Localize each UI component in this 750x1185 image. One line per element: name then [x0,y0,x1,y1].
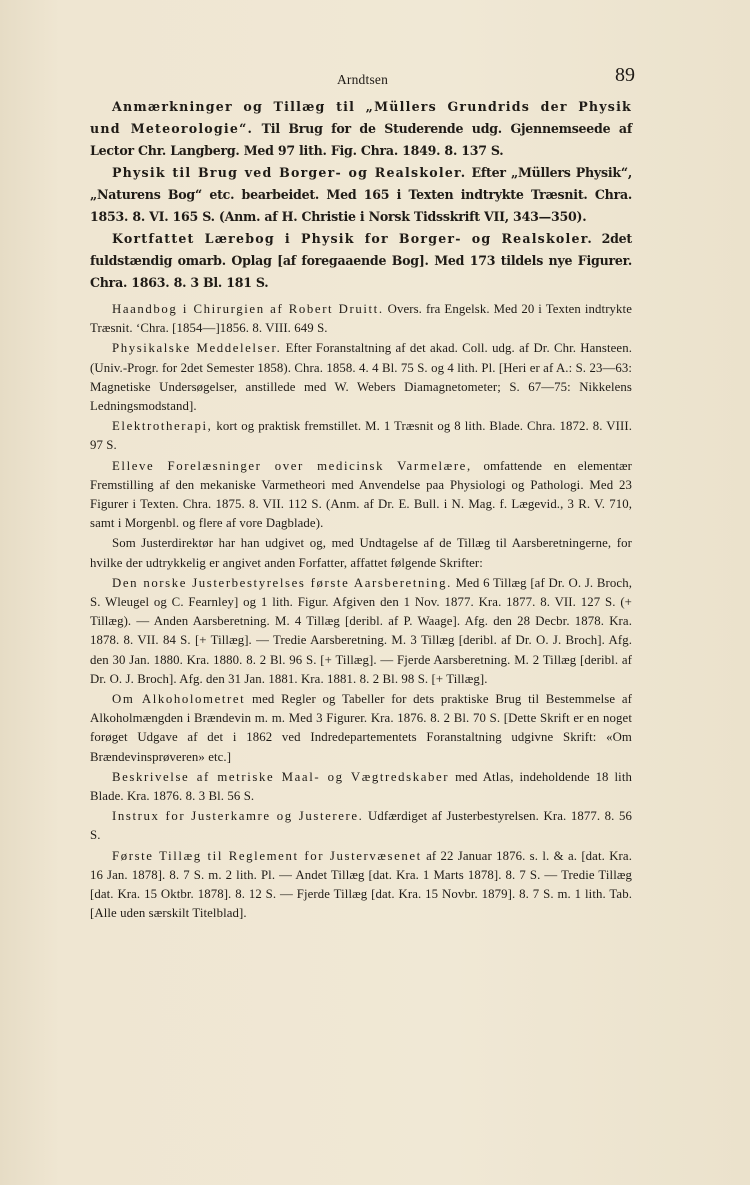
bibliography-entry [90,457,632,534]
entry-title: Haandbog i Chirurgien af Robert Druitt. [112,302,384,316]
bibliography-entry [90,847,632,924]
entry-title: Physik til Brug ved Borger- og Realskoler. [112,165,467,180]
bibliography-entry [90,690,632,767]
running-head: Arndtsen [336,72,389,87]
entry-title: Instrux for Justerkamre og Justerere. [112,809,364,824]
entry-text: af 22 Januar 1876. s. l. & a. [dat. Kra. 16 Jan. 1878]. 8. 7 S. m. 2 lith. Pl. — Andet Tillæg [dat. Kra. 1 Marts 1878]. 8. 7 S. — Tredie Tillæg [dat. Kra. 15 Oktbr. 1878]. 8. 12 S. — Fjerde Tillæg [dat. Kra. 15 Novbr. 1879]. 8. 7 S. m. 1 lith. Tab. [Alle uden særskilt Titelblad]. [90,848,632,921]
entry-text: Til Brug for de Studerende udg. Gjennemseede af Lector Chr. Langberg. Med 97 lith. Fig. Chra. 1849. 8. 137 S. [90,121,632,158]
entry-text: kort og praktisk fremstillet. M. 1 Træsnit og 8 lith. Blade. Chra. 1872. 8. VIII. 97 S. [90,419,632,453]
entry-title: Elektrotherapi, [112,419,213,434]
entry-text: Efter „Müllers Physik“, „Naturens Bog“ etc. bearbeidet. Med 165 i Texten indtrykte Træsnit. Chra. 1853. 8. VI. 165 S. (Anm. af H. Christie i Norsk Tidsskrift VII, 343—350). [90,165,632,224]
intro-paragraph [90,534,632,572]
bibliography-entry [90,96,632,162]
bibliography-entry [90,807,632,845]
entry-title: Beskrivelse af metriske Maal- og Vægtredskaber [112,769,450,784]
entry-title: Physikalske Meddelelser. [112,341,282,356]
entry-title: Den norske Justerbestyrelses første Aarsberetning. [112,575,452,590]
page-header [90,66,635,94]
entry-title: Kortfattet Lærebog i Physik for Borger- og Realskoler. [112,231,593,246]
entry-text: med Atlas, indeholdende 18 lith Blade. Kra. 1876. 8. 3 Bl. 56 S. [90,769,632,804]
bibliography-entry [90,574,632,689]
entry-title: Første Tillæg til Reglement for Justervæsenet [112,848,422,863]
page-number: 89 [615,64,635,86]
entry-text: med Regler og Tabeller for dets praktiske Brug til Bestemmelse af Alkoholmængden i Brændevin m. m. Med 3 Figurer. Kra. 1876. 8. 2 Bl. 70 S. [Dette Skrift er en noget forøget Udgave af det i 1862 ved Indredepartementets Foranstaltning udgivne Skrift: «Om Brændevinsprøveren» etc.] [90,692,632,764]
bibliography-entry [90,300,632,338]
entry-text: 2det fuldstændig omarb. Oplag [af foregaaende Bog]. Med 173 tildels nye Figurer. Chra. 1863. 8. 3 Bl. 181 S. [90,231,632,290]
entry-title: Anmærkninger og Tillæg til „Müllers Grundrids der Physik und Meteorologie“. [90,99,632,136]
bibliography-entry [90,162,632,228]
entry-text: Efter Foranstaltning af det akad. Coll. udg. af Dr. Chr. Hansteen. (Univ.-Progr. for 2det Semester 1858). Chra. 1858. 4. 4 Bl. 75 S. og 4 lith. Pl. [Heri er af A.: S. 23—63: Magnetiske Undersøgelser, anstillede med W. Webers Diamagnetometer; S. 67—75: Nikkelens Ledningsmodstand]. [90,341,632,414]
entry-title: Om Alkoholometret [112,692,246,707]
bibliography-entry [90,768,632,806]
bibliography-list [90,96,632,924]
bibliography-entry [90,228,632,294]
bibliography-entry [90,417,632,455]
entry-text: Overs. fra Engelsk. Med 20 i Texten indtrykte Træsnit. ‘Chra. [1854—]1856. 8. VIII. 649 S. [90,302,632,336]
bibliography-entry [90,339,632,416]
entry-text: Udfærdiget af Justerbestyrelsen. Kra. 1877. 8. 56 S. [90,809,633,843]
entry-text: Som Justerdirektør har han udgivet og, med Undtagelse af de Tillæg til Aarsberetningerne, for hvilke der udtrykkelig er angivet anden Forfatter, affattet følgende Skrifter: [90,536,632,570]
entry-text: omfattende en elementær Fremstilling af den mekaniske Varmetheori med Anvendelse paa Physiologi og Pathologi. Med 23 Figurer i Texten. Chra. 1875. 8. VII. 112 S. (Anm. af Dr. E. Bull. i N. Mag. f. Lægevid., 3 R. V. 710, samt i Morgenbl. og flere af vore Dagblade). [90,458,632,531]
entry-title: Elleve Forelæsninger over medicinsk Varmelære, [112,458,472,473]
entry-text: Med 6 Tillæg [af Dr. O. J. Broch, S. Wleugel og C. Fearnley] og 1 lith. Figur. Afgiven den 1 Nov. 1877. Kra. 1877. 8. VII. 127 S. (+ Tillæg). — Anden Aarsberetning. M. 4 Tillæg [deribl. af P. Waage]. Afg. den 28 Decbr. 1878. Kra. 1878. 8. VII. 84 S. [+ Tillæg]. — Tredie Aarsberetning. M. 3 Tillæg [deribl. af Dr. O. J. Broch]. Afg. den 30 Jan. 1880. Kra. 1880. 8. 2 Bl. 96 S. [+ Tillæg]. — Fjerde Aarsberetning. M. 2 Tillæg [deribl. af Dr. O. J. Broch]. Afg. den 31 Jan. 1881. Kra. 1881. 8. 2 Bl. 98 S. [+ Tillæg]. [90,575,632,686]
